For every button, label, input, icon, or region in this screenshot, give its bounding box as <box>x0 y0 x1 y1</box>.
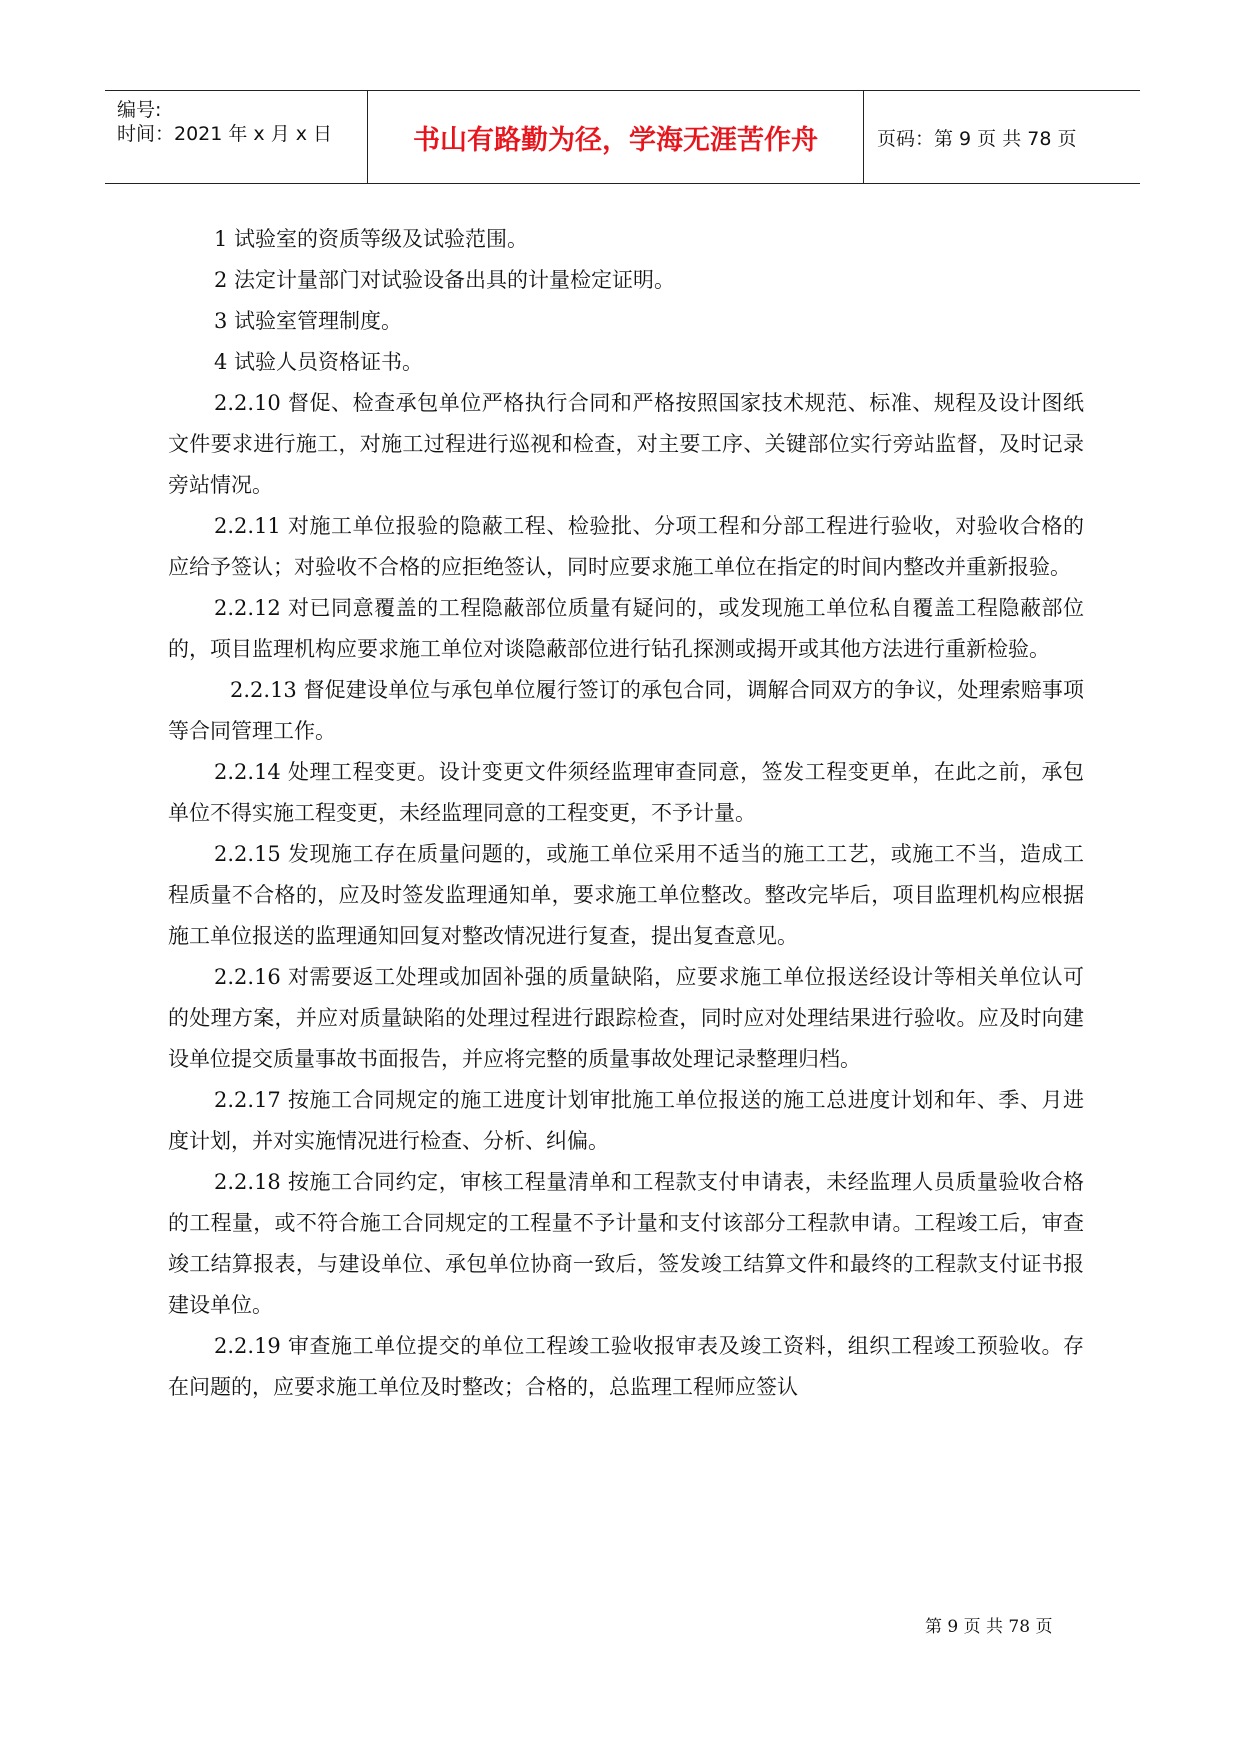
paragraph: 2.2.18 按施工合同约定，审核工程量清单和工程款支付申请表，未经监理人员质量验收合格的工程量，或不符合施工合同规定的工程量不予计量和支付该部分工程款申请。工程竣工后，审查竣工结算报表，与建设单位、承包单位协商一致后，签发竣工结算文件和最终的工程款支付证书报建设单位。 <box>168 1170 1084 1317</box>
document-number-label: 编号: <box>117 99 162 121</box>
paragraph: 3 试验室管理制度。 <box>214 309 403 333</box>
paragraph: 2.2.16 对需要返工处理或加固补强的质量缺陷，应要求施工单位报送经设计等相关单位认可的处理方案，并应对质量缺陷的处理过程进行跟踪检查，同时应对处理结果进行验收。应及时向建设单位提交质量事故书面报告，并应将完整的质量事故处理记录整理归档。 <box>168 965 1084 1071</box>
header-motto: 书山有路勤为径，学海无涯苦作舟 <box>413 124 818 156</box>
paragraph: 2.2.13 督促建设单位与承包单位履行签订的承包合同，调解合同双方的争议，处理索赔事项等合同管理工作。 <box>168 678 1084 743</box>
paragraph: 1 试验室的资质等级及试验范围。 <box>214 227 529 251</box>
header-page-cell <box>864 91 1140 183</box>
document-time-label: 时间：2021 年 x 月 x 日 <box>117 123 333 145</box>
paragraph: 2.2.11 对施工单位报验的隐蔽工程、检验批、分项工程和分部工程进行验收，对验收合格的应给予签认；对验收不合格的应拒绝签认，同时应要求施工单位在指定的时间内整改并重新报验。 <box>168 514 1084 579</box>
header-left-cell <box>105 91 367 183</box>
page-footer: 第 9 页 共 78 页 <box>925 1617 1053 1637</box>
paragraph: 2.2.17 按施工合同规定的施工进度计划审批施工单位报送的施工总进度计划和年、季、月进度计划，并对实施情况进行检查、分析、纠偏。 <box>168 1088 1084 1153</box>
paragraph: 2.2.14 处理工程变更。设计变更文件须经监理审查同意，签发工程变更单，在此之前，承包单位不得实施工程变更，未经监理同意的工程变更，不予计量。 <box>168 760 1084 825</box>
paragraph: 2.2.19 审查施工单位提交的单位工程竣工验收报审表及竣工资料，组织工程竣工预验收。存在问题的，应要求施工单位及时整改；合格的，总监理工程师应签认 <box>168 1334 1084 1399</box>
paragraph: 2.2.10 督促、检查承包单位严格执行合同和严格按照国家技术规范、标准、规程及设计图纸文件要求进行施工，对施工过程进行巡视和检查，对主要工序、关键部位实行旁站监督，及时记录旁站情况。 <box>168 391 1084 497</box>
header-page-info: 页码：第 9 页 共 78 页 <box>877 127 1077 150</box>
paragraph: 2 法定计量部门对试验设备出具的计量检定证明。 <box>214 268 676 292</box>
page-header <box>105 90 1140 184</box>
document-body <box>168 219 1084 1408</box>
paragraph: 2.2.15 发现施工存在质量问题的，或施工单位采用不适当的施工工艺，或施工不当，造成工程质量不合格的，应及时签发监理通知单，要求施工单位整改。整改完毕后，项目监理机构应根据施工单位报送的监理通知回复对整改情况进行复查，提出复查意见。 <box>168 842 1084 948</box>
header-motto-cell <box>367 91 864 183</box>
paragraph: 4 试验人员资格证书。 <box>214 350 424 374</box>
paragraph: 2.2.12 对已同意覆盖的工程隐蔽部位质量有疑问的，或发现施工单位私自覆盖工程隐蔽部位的，项目监理机构应要求施工单位对谈隐蔽部位进行钻孔探测或揭开或其他方法进行重新检验。 <box>168 596 1084 661</box>
